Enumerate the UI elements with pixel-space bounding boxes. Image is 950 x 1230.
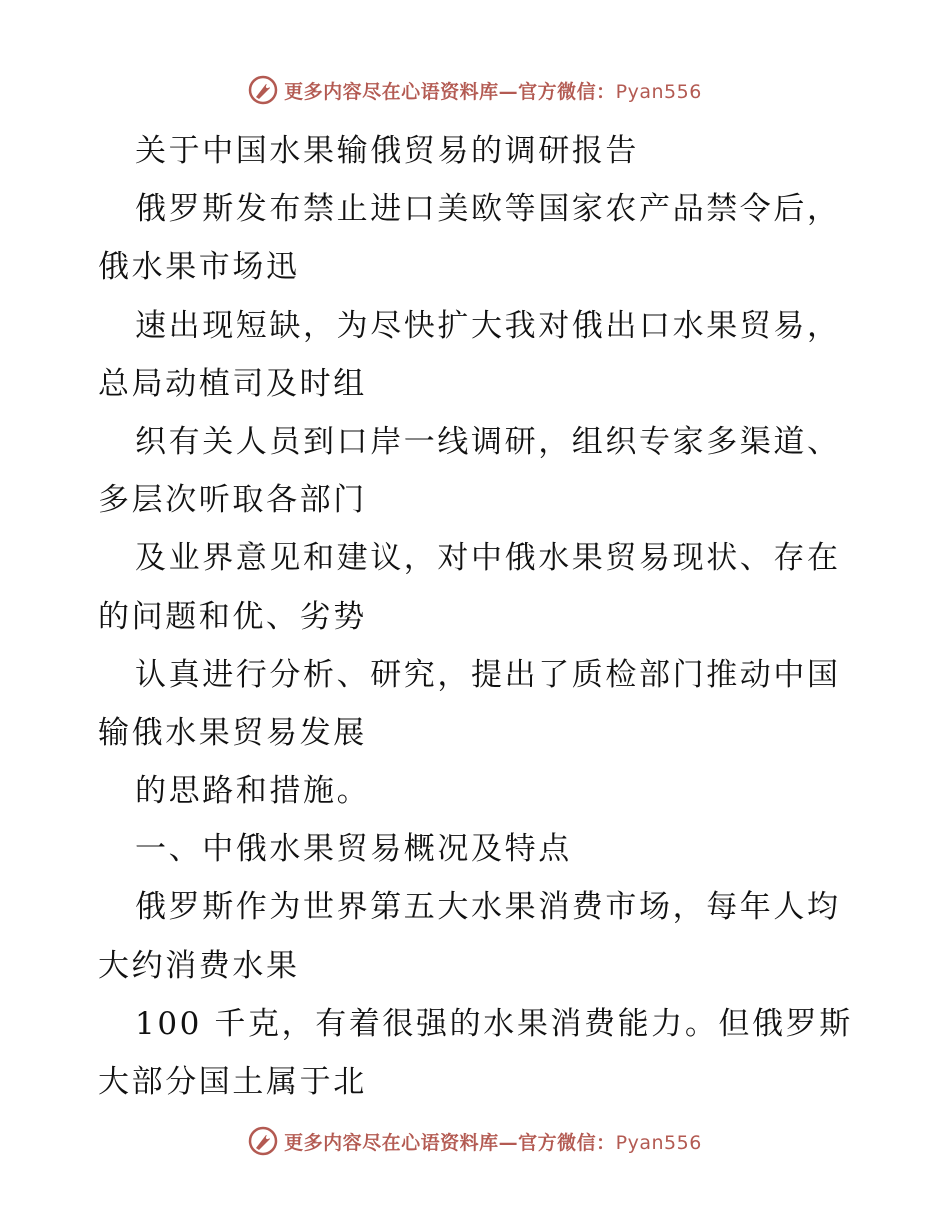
watermark-text: 更多内容尽在心语资料库—官方微信：Pyan556 xyxy=(284,80,702,103)
doc-line-3: 俄水果市场迅 xyxy=(98,249,300,286)
doc-line-14: 俄罗斯作为世界第五大水果消费市场，每年人均 xyxy=(135,889,841,926)
pen-nib-logo-icon xyxy=(248,1126,278,1156)
watermark-text: 更多内容尽在心语资料库—官方微信：Pyan556 xyxy=(284,1131,702,1154)
doc-line-17: 大部分国土属于北 xyxy=(98,1064,367,1100)
section-heading: 一、中俄水果贸易概况及特点 xyxy=(135,831,572,868)
doc-line-9: 的问题和优、劣势 xyxy=(98,598,367,635)
doc-line-15: 大约消费水果 xyxy=(98,947,300,984)
pen-nib-logo-icon xyxy=(248,75,278,105)
doc-line-16: 100 千克，有着很强的水果消费能力。但俄罗斯 xyxy=(135,1005,853,1042)
header-watermark xyxy=(0,73,950,107)
watermark-handle: Pyan556 xyxy=(615,80,702,103)
document-body xyxy=(98,122,858,1111)
footer-watermark xyxy=(0,1124,950,1158)
doc-line-4: 速出现短缺，为尽快扩大我对俄出口水果贸易， xyxy=(135,307,841,344)
doc-line-1: 关于中国水果输俄贸易的调研报告 xyxy=(135,133,639,169)
doc-line-8: 及业界意见和建议，对中俄水果贸易现状、存在 xyxy=(135,540,841,577)
doc-line-5: 总局动植司及时组 xyxy=(98,365,367,402)
doc-line-6: 织有关人员到口岸一线调研，组织专家多渠道、 xyxy=(135,423,841,460)
watermark-handle: Pyan556 xyxy=(615,1131,702,1154)
doc-line-7: 多层次听取各部门 xyxy=(98,482,367,519)
doc-line-2: 俄罗斯发布禁止进口美欧等国家农产品禁令后， xyxy=(135,191,841,228)
doc-line-12: 的思路和措施。 xyxy=(135,773,371,810)
doc-line-10: 认真进行分析、研究，提出了质检部门推动中国 xyxy=(135,656,841,693)
doc-line-11: 输俄水果贸易发展 xyxy=(98,714,367,751)
